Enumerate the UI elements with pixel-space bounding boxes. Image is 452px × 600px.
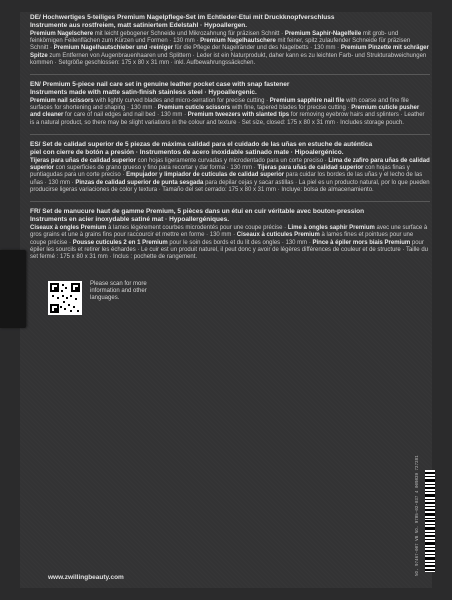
section-fr-subtitle: Instruments en acier inoxydable satiné mat · Hypoallergéniques. <box>30 215 230 223</box>
section-de-subtitle: Instrumente aus rostfreiem, matt satiniertem Edelstahl · Hypoallergen. <box>30 21 248 29</box>
item-text: à lames légèrement courbes microdentés pour une coupe précise · <box>106 224 288 231</box>
item-name: Premium cuticle scissors <box>157 105 231 112</box>
product-code-text: NO. 97467-007 VB NO. 9785-02-037 4 009839 727281 <box>416 455 420 576</box>
section-de-body <box>30 31 430 67</box>
section-en-subtitle: Instruments made with matte satin-finish stainless steel · Hypoallergenic. <box>30 88 257 96</box>
item-text: mit leicht gebogener Schneide und Mikrozahnung für präzisen Schnitt · <box>93 30 285 37</box>
item-text: con superficies de grano grueso y fino para recortar y dar forma · 130 mm · <box>54 165 258 172</box>
item-text: zum Entfernen von Augenbrauenhaaren und Splittern · Leder ist ein Naturprodukt, daher kann es zu leichten Farb- und Strukturabweichungen kommen · Setgröße geschlossen: 175 x 80 x 31 mm · inkl. Aufbewahrungssäckchen. <box>30 52 427 66</box>
item-name: Premium tweezers with slanted tips <box>187 112 290 119</box>
item-name: Tijeras para uñas de calidad superior <box>30 157 136 164</box>
section-fr-title: FR/ Set de manucure haut de gamme Premium, 5 pièces dans un étui en cuir véritable avec bouton-pression <box>30 208 365 216</box>
item-text: für die Pflege der Nagelränder und des Nagelbetts · 130 mm · <box>173 45 341 52</box>
item-name: Premium cuticle pusher and cleaner <box>30 105 420 119</box>
item-text: pour le soin des bords et du lit des ongles · 130 mm · <box>167 239 313 246</box>
item-text: para depilar cejas y sacar astillas · La piel es un producto natural, por lo que pueden producirse ligeras variaciones de color y textura · Tamaño del set cerrado: 175 x 80 x 31 mm · Incluye: bolsa de almacenamiento. <box>30 179 430 193</box>
section-en <box>30 81 430 127</box>
item-name: Premium Nagelschere <box>30 30 94 37</box>
section-es-body <box>30 158 430 194</box>
divider <box>30 134 430 135</box>
section-fr <box>30 208 430 261</box>
item-text: avec une surface à gros grains et une à grains fins pour raccourcir et mettre en forme · 130 mm · <box>30 224 428 239</box>
item-text: con hojas ligeramente curvadas y microdentado para un corte preciso · <box>135 157 329 164</box>
item-name: Pousse cuticules 2 en 1 Premium <box>72 239 168 246</box>
item-name: Premium nail scissors <box>30 97 94 104</box>
qr-code-icon[interactable] <box>48 281 82 315</box>
section-es-subtitle: piel con cierre de botón a presión · Instrumentos de acero inoxidable satinado mate · Hipoalergénico. <box>30 148 344 156</box>
divider <box>30 201 430 202</box>
qr-note: Please scan for more information and other languages. <box>90 281 147 302</box>
section-fr-body <box>30 225 430 261</box>
item-name: Ciseaux à cuticules Premium <box>236 232 320 239</box>
item-text: à lames fines et pointues pour une coupe précise · <box>30 232 414 246</box>
item-name: Empujador y limpiador de cutículas de calidad superior <box>126 172 285 179</box>
item-text: for removing eyebrow hairs and splinters · Leather is a natural product, so there may be slight variations in the colour and texture · Set size, closed: 175 x 80 x 31 mm · Includes storage pouch. <box>30 112 425 126</box>
section-en-title: EN/ Premium 5-piece nail care set in genuine leather pocket case with snap fastener <box>30 81 290 89</box>
item-text: with coarse and fine file surfaces for shortening and shaping · 130 mm · <box>30 97 409 112</box>
item-name: Tijeras para uñas de calidad superior <box>257 165 364 172</box>
section-en-body <box>30 98 430 127</box>
item-name: Premium Pinzette mit schräger Spitze <box>30 45 429 59</box>
item-name: Pinzas de calidad superior de punta sesgada <box>75 179 204 186</box>
barcode-icon <box>425 470 435 572</box>
section-de-title: DE/ Hochwertiges 5-teiliges Premium Nagelpflege-Set im Echtleder-Etui mit Druckknopfverschluss <box>30 14 335 21</box>
section-es <box>30 141 430 194</box>
item-name: Premium sapphire nail file <box>269 97 345 104</box>
item-name: Pince à épiler mors biais Premium <box>312 239 411 246</box>
item-text: with lightly curved blades and micro-serration for precise cutting · <box>93 97 270 104</box>
item-text: pour épiler les sourcils et retirer les échardes · Le cuir est un produit naturel, il peut donc y avoir de légères différences de couleur et de structure · Taille du set fermé : 175 x 80 x 31 mm · Inclus : pochette de rangement. <box>30 239 428 261</box>
product-description <box>30 14 430 261</box>
section-de <box>30 14 430 67</box>
item-name: Premium Nagelhautschieber und -reiniger <box>53 45 174 52</box>
item-text: con hojas finas y puntiagudas para un corte preciso · <box>30 165 410 179</box>
elastic-strap <box>0 250 26 328</box>
item-text: mit feiner, spitz zulaufender Schneide für präzisen Schnitt · <box>30 37 411 52</box>
item-text: para cuidar los bordes de las uñas y el lecho de las uñas · 130 mm · <box>30 172 423 186</box>
website-url[interactable]: www.zwillingbeauty.com <box>48 574 124 581</box>
item-name: Lima de zafiro para uñas de calidad superior <box>30 157 430 172</box>
item-name: Ciseaux à ongles Premium <box>30 224 107 231</box>
divider <box>30 74 430 75</box>
section-es-title: ES/ Set de calidad superior de 5 piezas de máxima calidad para el cuidado de las uñas en estuche de auténtica <box>30 141 373 149</box>
item-text: with fine, tapered blades for precise cutting · <box>230 105 352 112</box>
item-text: mit grob- und feinkörnigen Feilenflächen zum Kürzen und Formen · 130 mm · <box>30 30 399 44</box>
item-name: Premium Nagelhautschere <box>200 37 276 44</box>
item-name: Premium Saphir-Nagelfeile <box>284 30 362 37</box>
item-text: for care of nail edges and nail bed · 130 mm · <box>63 112 188 119</box>
item-name: Lime à ongles saphir Premium <box>287 224 375 231</box>
